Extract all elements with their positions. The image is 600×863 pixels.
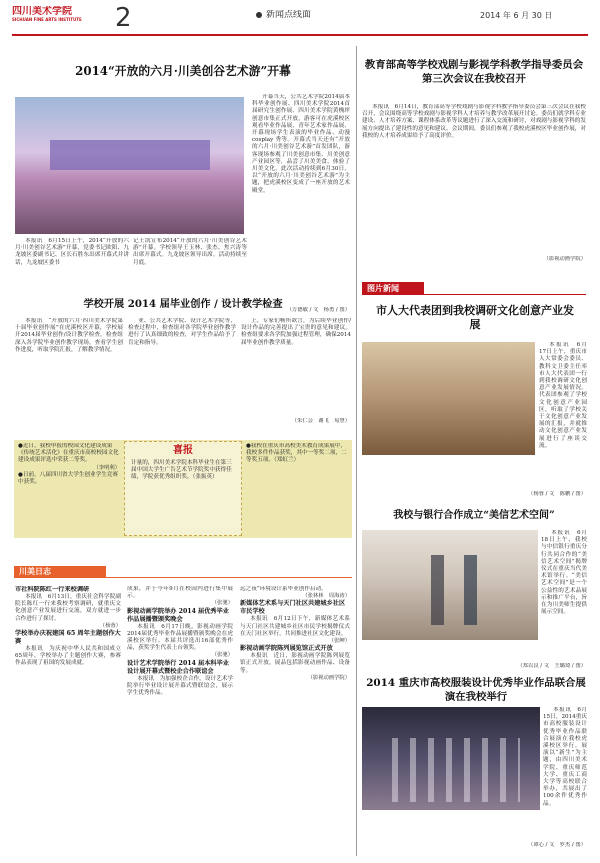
happy-news-body: 计量的，四川美术学院本科毕业生在第三届中国大学生广告艺术节学院奖中获得佳绩，学院获优秀组织奖。（张振英） bbox=[131, 460, 232, 481]
delegation-meeting-photo bbox=[362, 342, 535, 455]
article-opening-col-right: 开幕当天，公共艺术学院2014届本科毕业创作展、四川美术学院2014首届研究生创作展、四川美术学院黄桷坪创意市集正式开放，游客可在虎溪校区观看毕业作品展、青年艺术家作品展、开幕现场学生表演的毕业作品、动漫 cosplay 秀等。开幕式当天还有“开放的六月·川美创谷艺术游”首发团队，游客现场参观了川美创意市集、川美创意产业园区等，品尝了川美美食，体验了川美文化。此次活动持续到6月30日，以“开放的六月·川美创谷艺术游”为主题，把虎溪校区变成了一座开放的艺术殿堂。 bbox=[252, 94, 350, 194]
notes-left: ●近日，我校申报的校园文化建设成果《传统艺术活化》在重庆市高校校园文化建设成果评选中荣获二等奖。 （李明利） ●日前，八届四川省大学生创业学生竞赛中获奖。 bbox=[18, 443, 120, 486]
photo-news-rule bbox=[424, 294, 586, 295]
header-rule bbox=[12, 34, 588, 36]
column-divider bbox=[356, 46, 357, 856]
article-fashion-side: 本报讯 6月15日，2014重庆市高校服装设计优秀毕业作品联合展演在我校虎溪校区举行。展演以“新生”为主题，由四川美术学院、重庆师范大学、重庆工商大学等高校联合举办，共展出了100余件优秀作品。 bbox=[543, 707, 587, 807]
bank-photo-figures bbox=[398, 555, 508, 625]
byline: （杨蓉 / 文 陈鹏 / 图） bbox=[528, 491, 586, 497]
daily-log-rule bbox=[106, 577, 352, 578]
article-title-bank: 我校与银行合作成立“美信艺术空间” bbox=[393, 510, 555, 521]
article-title-fashion: 2014 重庆市高校服装设计优秀毕业作品联合展演在我校举行 bbox=[366, 677, 586, 703]
article-delegation-side: 本报讯 6月17日上午，重庆市人大常委会委员、教科文卫委主任率市人大代表团一行到我校调研文化创意产业发展情况。代表团参观了学校文化创意产业园区，听取了学校关于文化创意产业发展的汇报，并就推动文化创意产业发展进行了座谈交流。 bbox=[539, 342, 587, 449]
happy-news-title: 喜报 bbox=[173, 445, 193, 456]
fashion-show-runway bbox=[380, 738, 520, 802]
daily-log-tag: 川美日志 bbox=[14, 566, 106, 578]
school-logo: 四川美术学院 SICHUAN FINE ARTS INSTITUTE bbox=[12, 6, 82, 22]
byline: （万德敏 / 文 杨勇 / 图） bbox=[286, 307, 350, 313]
issue-date: 2014 年 6 月 30 日 bbox=[480, 11, 553, 20]
article-committee-body: 本报讯 6月14日，教育部高等学校戏剧与影视学科教学指导委员会第三次会议在我校召开，会议围绕高等学校戏剧与影视学科人才培养与教学改革展开讨论。委员们就学科专业建设、人才培养方案、课程体系改革等议题进行了深入交流和研讨，对戏剧与影视学科的发展方向提出了建设性的意见和建议。会议期间，委员们参观了我校虎溪校区毕业创作展，对我校的人才培养成果给予了高度评价。 bbox=[362, 104, 586, 139]
byline: （朱仁会 谢飞 易慧） bbox=[291, 418, 350, 424]
article-opening-col-mid: 记王凯宣布2014“开放的六月·川美创谷艺术游”开幕。学校领导王玉林、张杰、焦兴涛等出席开幕式。九龙坡区领导出席。活动持续至月底。 bbox=[133, 238, 247, 266]
happy-news-box bbox=[124, 441, 242, 536]
article-inspection-col-3: 上，专家们畅所欲言，为后续毕业创作/设计作品的完善提出了宝贵的意见和建议。检查组要求各学院加强过程管理，确保2014届毕业创作教学质量。 bbox=[241, 318, 351, 346]
byline: （影视动画学院） bbox=[543, 256, 586, 262]
photo-news-tag: 图片新闻 bbox=[362, 282, 424, 295]
daily-col-1: 市社科院陈红一行来校调研 本报讯 6月13日，重庆社会科学院副院长陈红一行来我校考察调研，就重庆文化创意产业发展进行交流，双方就进一步合作进行了探讨。 （杨蓉） 学校举办庆祝建国 65 周年主题创作大赛 本报讯 为庆祝中华人民共和国成立65周年，学校举办了主题创作大赛，参赛作品表现了祖国的发展成就。 bbox=[15, 586, 121, 667]
article-title-delegation: 市人大代表团到我校调研文化创意产业发展 bbox=[376, 304, 574, 331]
article-inspection-col-1: 本报讯 “开放的六月·四川美术学院第十届毕业创作展”在虎溪校区开幕，学校展开2014届毕业创作/设计教学检查。检查组深入各学院毕业创作教学现场，查看学生创作进度，听取学院汇报，了解教学情况。 bbox=[15, 318, 123, 353]
notes-right: ●我校在重庆市高校美术教育成果展中，我校多件作品获奖，其中一等奖二项，二等奖五项。（郑虹兰） bbox=[246, 443, 347, 464]
article-title-committee: 教育部高等学校戏剧与影视学科教学指导委员会第三次会议在我校召开 bbox=[364, 59, 584, 85]
page-number: 2 bbox=[115, 4, 132, 32]
article-inspection-col-2: 业、公共艺术学院、设计艺术学院等，检查过程中，检查组对各学院毕业创作教学进行了认真细致的检查，对学生作品给予了肯定和指导。 bbox=[128, 318, 236, 346]
article-opening-col-left: 本报讯 6月15日上午，2014“开放的六月·川美创谷艺术游”开幕，党委书记欧阳、九龙坡区委副书记、区长石胜东出席开幕式并讲话，九龙坡区委书 bbox=[15, 238, 129, 266]
section-title: 新闻点线面 bbox=[266, 10, 312, 20]
article-title-inspection: 学校开展 2014 届毕业创作 / 设计教学检查 bbox=[83, 298, 283, 310]
section-marker-icon bbox=[256, 12, 262, 18]
daily-col-3: 远之夜”环境设计系毕业创作启动。 （张林林 周海涛） 新媒体艺术系与天门社区共建城乡社区市民学校 本报讯 6月12日下午，新媒体艺术系与天门社区共建城乡社区市民学校揭牌仪式在天门社区举行，共同推进社区文化建设。 （张岬） 影视动画学院陈列展览馆正式开放 本报讯 近日，影视动画学院陈列展览馆正式开放，展品包括影视动画作品、设备等。 （影视动画学院） bbox=[240, 586, 350, 681]
article-title-opening: 2014“开放的六月·川美创谷艺术游”开幕 bbox=[75, 64, 291, 78]
photo-stage-banner bbox=[50, 140, 210, 170]
article-bank-side: 本报讯 6月18日上午，我校与中信银行重庆分行共同合作的“美信艺术空间”揭牌仪式在重庆当代美术馆举行。“美信艺术空间”是一个公益性的艺术品展示和推广平台，旨在为川美师生提供展示空间。 bbox=[541, 530, 587, 616]
daily-col-2: 成果，并于今年9月在校园内进行集中展示。 （张驰） 影视动画学院举办 2014 届优秀毕业作品展播暨颁奖晚会 本报讯 6月17日晚，影视动画学院2014届优秀毕业作品展播暨颁奖晚会在虎溪校区举行。本届共评选出16部优秀作品，获奖学生代表上台领奖。 （张驰） 设计艺术学院举行 2014 届本科毕业设计展开幕式暨校企合作联谊会 本报讯 为加强校企合作，设计艺术学院举行毕业设计展开幕式暨联谊会，展示学生优秀作品。 bbox=[127, 586, 233, 697]
byline: （谭心 / 文 罗杰 / 图） bbox=[528, 842, 586, 848]
byline: （郑以良 / 文 王璐琦 / 图） bbox=[517, 663, 586, 669]
